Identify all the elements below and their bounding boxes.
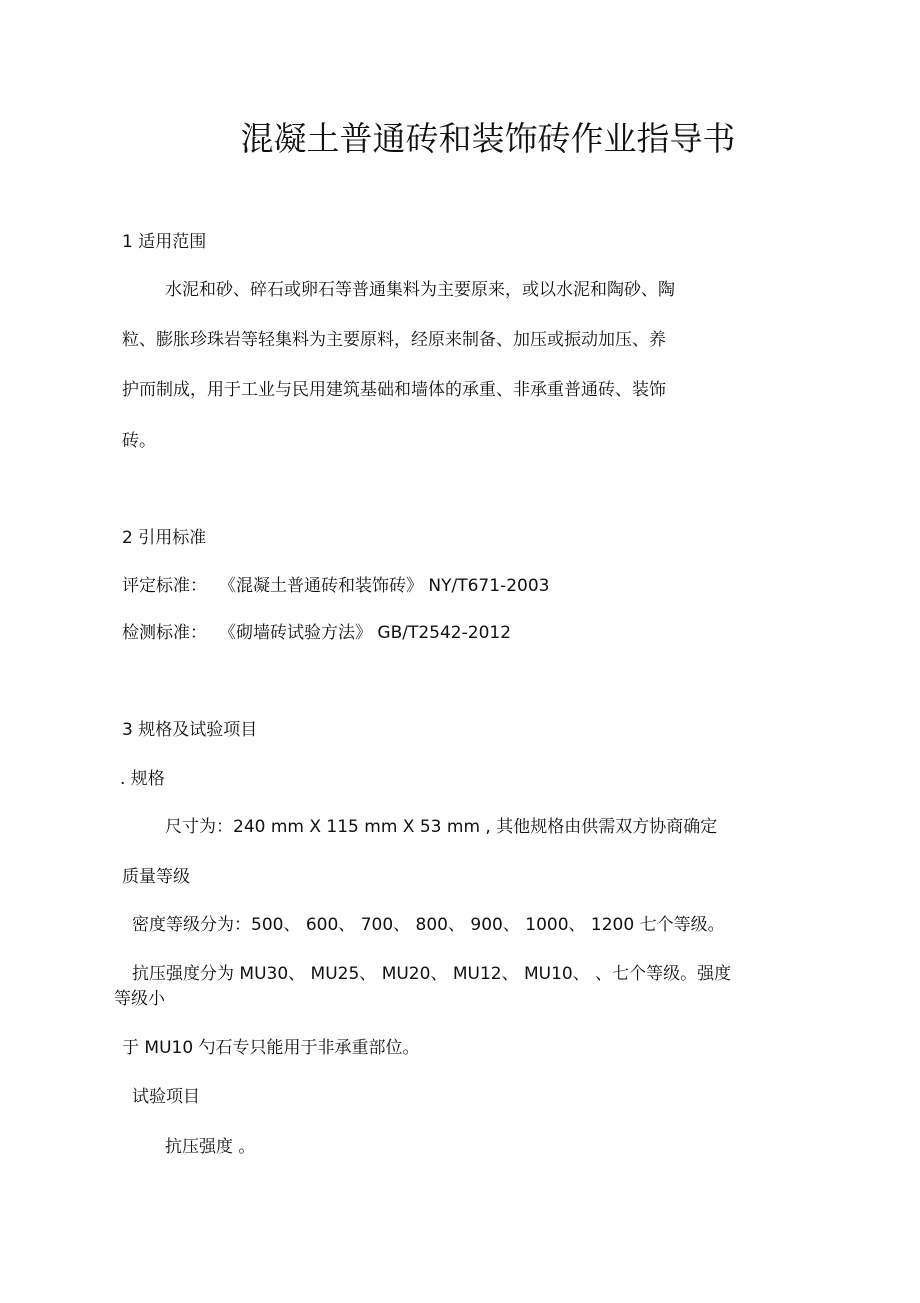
evaluation-standard-label: 评定标准： bbox=[122, 576, 207, 596]
spec-heading: . 规格 bbox=[120, 769, 165, 789]
section-1-paragraph-line-3: 护而制成，用于工业与民用建筑基础和墙体的承重、非承重普通砖、装饰 bbox=[122, 380, 666, 400]
section-1-paragraph-line-4: 砖。 bbox=[122, 431, 156, 451]
section-1-paragraph-line-2: 粒、膨胀珍珠岩等轻集料为主要原料，经原来制备、加压或振动加压、养 bbox=[122, 330, 666, 350]
density-grades-text: 密度等级分为：500、 600、 700、 800、 900、 1000、 1200 七个等级。 bbox=[132, 915, 725, 935]
evaluation-standard-value: 《混凝土普通砖和装饰砖》 NY/T671-2003 bbox=[219, 576, 550, 596]
section-3-heading: 3 规格及试验项目 bbox=[122, 720, 258, 740]
evaluation-standard-row bbox=[122, 575, 549, 597]
section-2-heading: 2 引用标准 bbox=[122, 528, 207, 548]
testing-standard-row bbox=[122, 622, 511, 644]
testing-standard-label: 检测标准： bbox=[122, 623, 207, 643]
document-title: 混凝土普通砖和装饰砖作业指导书 bbox=[240, 119, 736, 158]
testing-standard-value: 《砌墙砖试验方法》 GB/T2542-2012 bbox=[219, 623, 512, 643]
strength-grades-line-3: 于 MU10 勺石专只能用于非承重部位。 bbox=[122, 1038, 420, 1058]
strength-grades-line-1: 抗压强度分为 MU30、 MU25、 MU20、 MU12、 MU10、 、七个等级。强度 bbox=[132, 964, 732, 984]
section-1-heading: 1 适用范围 bbox=[122, 232, 207, 252]
quality-heading: 质量等级 bbox=[122, 867, 190, 887]
size-text: 尺寸为：240 mm X 115 mm X 53 mm , 其他规格由供需双方协商确定 bbox=[165, 817, 718, 837]
test-item-compressive-strength: 抗压强度 。 bbox=[165, 1137, 256, 1157]
section-1-paragraph-line-1: 水泥和砂、碎石或卵石等普通集料为主要原来，或以水泥和陶砂、陶 bbox=[165, 280, 675, 300]
test-items-heading: 试验项目 bbox=[132, 1087, 200, 1107]
strength-grades-line-2: 等级小 bbox=[114, 989, 165, 1009]
